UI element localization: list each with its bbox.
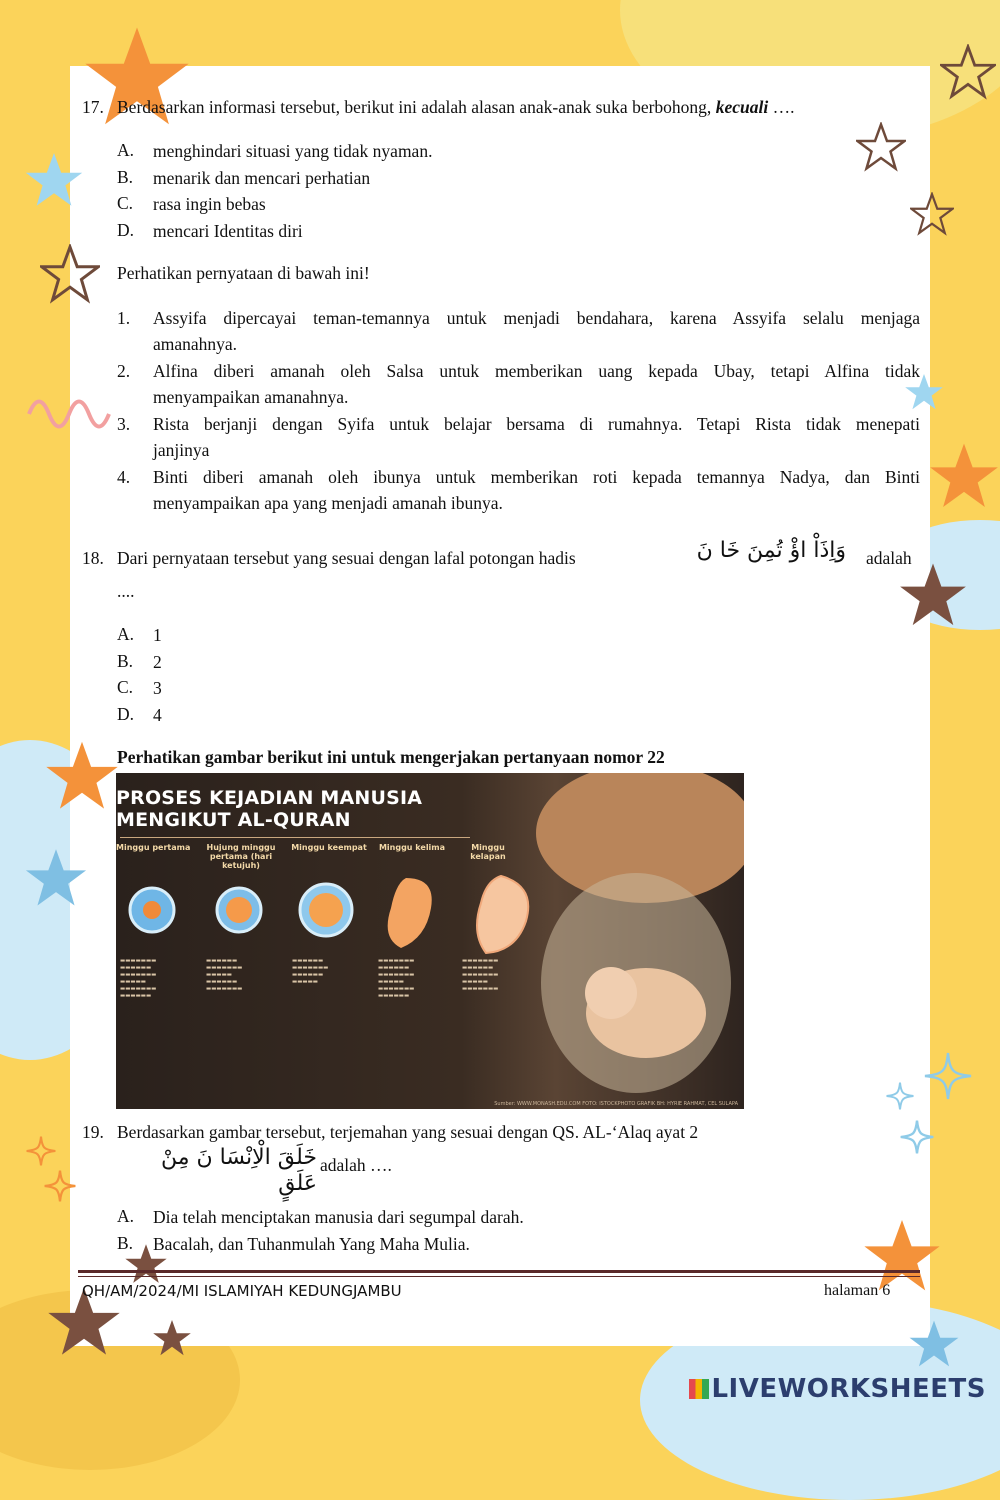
statement-number: 1.	[117, 308, 131, 328]
stage-description: ▬▬▬▬▬▬ ▬▬▬▬▬▬▬ ▬▬▬▬▬▬ ▬▬▬▬▬	[292, 958, 329, 985]
question-17-stem	[117, 94, 917, 120]
embryo-development-figure	[116, 773, 744, 1109]
option-letter: D.	[117, 220, 135, 240]
footer-rule-thin	[78, 1276, 920, 1277]
question-19-arabic: خَلَقَ الْاِنْسَا نَ مِنْ عَلَقٍ	[160, 1145, 317, 1196]
option-text[interactable]: 1	[153, 625, 162, 645]
statement-number: 3.	[117, 414, 131, 434]
figure-title	[116, 787, 422, 831]
sparkle-icon	[26, 1136, 56, 1166]
question-17-stem-text: Berdasarkan informasi tersebut, berikut ini adalah alasan anak-anak suka berbohong,	[117, 97, 716, 117]
stage-label: Minggu kelapan	[470, 843, 506, 861]
statement-line: Rista berjanji dengan Syifa untuk belajar bersama di rumahnya. Tetapi Rista tidak menepati	[153, 414, 920, 434]
star-icon	[908, 1318, 960, 1370]
star-icon	[24, 150, 84, 210]
figure-source: Sumber: WWW.MONASH.EDU.COM FOTO: ISTOCKPHOTO GRAFIK BH: HYRIE RAHMAT, CEL SULAPA	[494, 1101, 738, 1107]
logo-text: LIVEWORKSHEETS	[711, 1374, 986, 1404]
option-letter: C.	[117, 677, 134, 697]
option-text[interactable]: rasa ingin bebas	[153, 194, 266, 214]
liveworksheets-logo[interactable]	[689, 1374, 986, 1404]
question-17-number: 17.	[82, 97, 104, 117]
option-text[interactable]: 3	[153, 678, 162, 698]
swirl-decoration-icon	[24, 384, 124, 464]
question-17-emphasis: kecuali	[715, 97, 769, 117]
figure-title-line2: MENGIKUT AL-QURAN	[116, 809, 351, 831]
fetus-photo-illustration	[526, 773, 744, 1109]
option-text[interactable]: 4	[153, 705, 162, 725]
option-letter: D.	[117, 704, 135, 724]
figure-title-line1: PROSES KEJADIAN MANUSIA	[116, 787, 423, 809]
sparkle-icon	[886, 1082, 914, 1110]
statement-line: menyampaikan apa yang menjadi amanah ibunya.	[153, 493, 503, 513]
statement-line: Assyifa dipercayai teman-temannya untuk menjadi bendahara, karena Assyifa selalu menjaga	[153, 308, 920, 328]
option-letter: A.	[117, 624, 135, 644]
statement-line: Alfina diberi amanah oleh Salsa untuk memberikan uang kepada Ubay, tetapi Alfina tidak	[153, 361, 920, 381]
statement-line: amanahnya.	[153, 334, 238, 354]
stage-label: Minggu keempat	[291, 843, 367, 852]
option-letter: B.	[117, 651, 134, 671]
stage-label: Minggu kelima	[378, 843, 446, 852]
option-letter: C.	[117, 193, 134, 213]
statement-number: 2.	[117, 361, 131, 381]
statement-line: janjinya	[153, 440, 210, 460]
footer-code: QH/AM/2024/MI ISLAMIYAH KEDUNGJAMBU	[82, 1282, 402, 1300]
question-17-ellipsis: ….	[768, 97, 795, 117]
star-icon	[928, 440, 1000, 512]
question-18-stem-end: adalah	[866, 548, 912, 568]
option-text[interactable]: menarik dan mencari perhatian	[153, 168, 371, 188]
question-19-stem: Berdasarkan gambar tersebut, terjemahan yang sesuai dengan QS. AL-‘Alaq ayat 2	[117, 1122, 699, 1142]
stage-description: ▬▬▬▬▬▬▬ ▬▬▬▬▬▬ ▬▬▬▬▬▬▬ ▬▬▬▬▬ ▬▬▬▬▬▬▬ ▬▬▬▬▬▬	[120, 958, 157, 999]
question-18-ellipsis: ....	[117, 581, 135, 601]
question-18-number: 18.	[82, 548, 104, 568]
footer-rule	[78, 1270, 920, 1273]
stage-label: Hujung minggu pertama (hari ketujuh)	[206, 843, 276, 870]
sparkle-icon	[44, 1170, 76, 1202]
logo-grid-icon	[689, 1379, 709, 1399]
statements-intro: Perhatikan pernyataan di bawah ini!	[117, 263, 370, 283]
stage-description: ▬▬▬▬▬▬▬ ▬▬▬▬▬▬ ▬▬▬▬▬▬▬ ▬▬▬▬▬ ▬▬▬▬▬▬▬ ▬▬▬▬▬▬	[378, 958, 415, 999]
option-letter: A.	[117, 1206, 135, 1226]
star-outline-icon	[856, 122, 906, 172]
option-text[interactable]: 2	[153, 652, 162, 672]
stage-description: ▬▬▬▬▬▬ ▬▬▬▬▬▬▬ ▬▬▬▬▬ ▬▬▬▬▬▬ ▬▬▬▬▬▬▬	[206, 958, 243, 992]
question-19-stem-end: adalah ….	[320, 1155, 392, 1175]
sparkle-icon	[900, 1120, 934, 1154]
star-outline-icon	[940, 44, 996, 100]
page-number: halaman 6	[824, 1282, 891, 1299]
sparkle-icon	[924, 1052, 972, 1100]
question-18-stem: Dari pernyataan tersebut yang sesuai dengan lafal potongan hadis	[117, 548, 576, 568]
figure-instruction: Perhatikan gambar berikut ini untuk mengerjakan pertanyaan nomor 22	[117, 747, 665, 767]
embryo-stages-illustration	[116, 868, 536, 958]
star-icon	[152, 1318, 192, 1358]
option-text[interactable]: mencari Identitas diri	[153, 221, 303, 241]
stage-description: ▬▬▬▬▬▬▬ ▬▬▬▬▬▬ ▬▬▬▬▬▬▬ ▬▬▬▬▬ ▬▬▬▬▬▬▬	[462, 958, 499, 992]
figure-divider	[120, 837, 470, 838]
star-icon	[44, 738, 120, 814]
statement-line: Binti diberi amanah oleh ibunya untuk memberikan roti kepada temannya Nadya, dan Binti	[153, 467, 920, 487]
option-text[interactable]: Dia telah menciptakan manusia dari segumpal darah.	[153, 1207, 524, 1227]
star-outline-icon	[910, 192, 954, 236]
option-letter: B.	[117, 1233, 134, 1253]
statement-number: 4.	[117, 467, 131, 487]
star-icon	[24, 846, 88, 910]
stage-label: Minggu pertama	[116, 843, 191, 852]
option-text[interactable]: Bacalah, dan Tuhanmulah Yang Maha Mulia.	[153, 1234, 470, 1254]
option-letter: A.	[117, 140, 135, 160]
option-letter: B.	[117, 167, 134, 187]
option-text[interactable]: menghindari situasi yang tidak nyaman.	[153, 141, 433, 161]
statement-line: menyampaikan amanahnya.	[153, 387, 349, 407]
question-18-arabic: وَاِذَاْ اؤْ تُمِنَ خَا نَ	[696, 538, 846, 563]
question-19-number: 19.	[82, 1122, 104, 1142]
star-outline-icon	[40, 244, 100, 304]
